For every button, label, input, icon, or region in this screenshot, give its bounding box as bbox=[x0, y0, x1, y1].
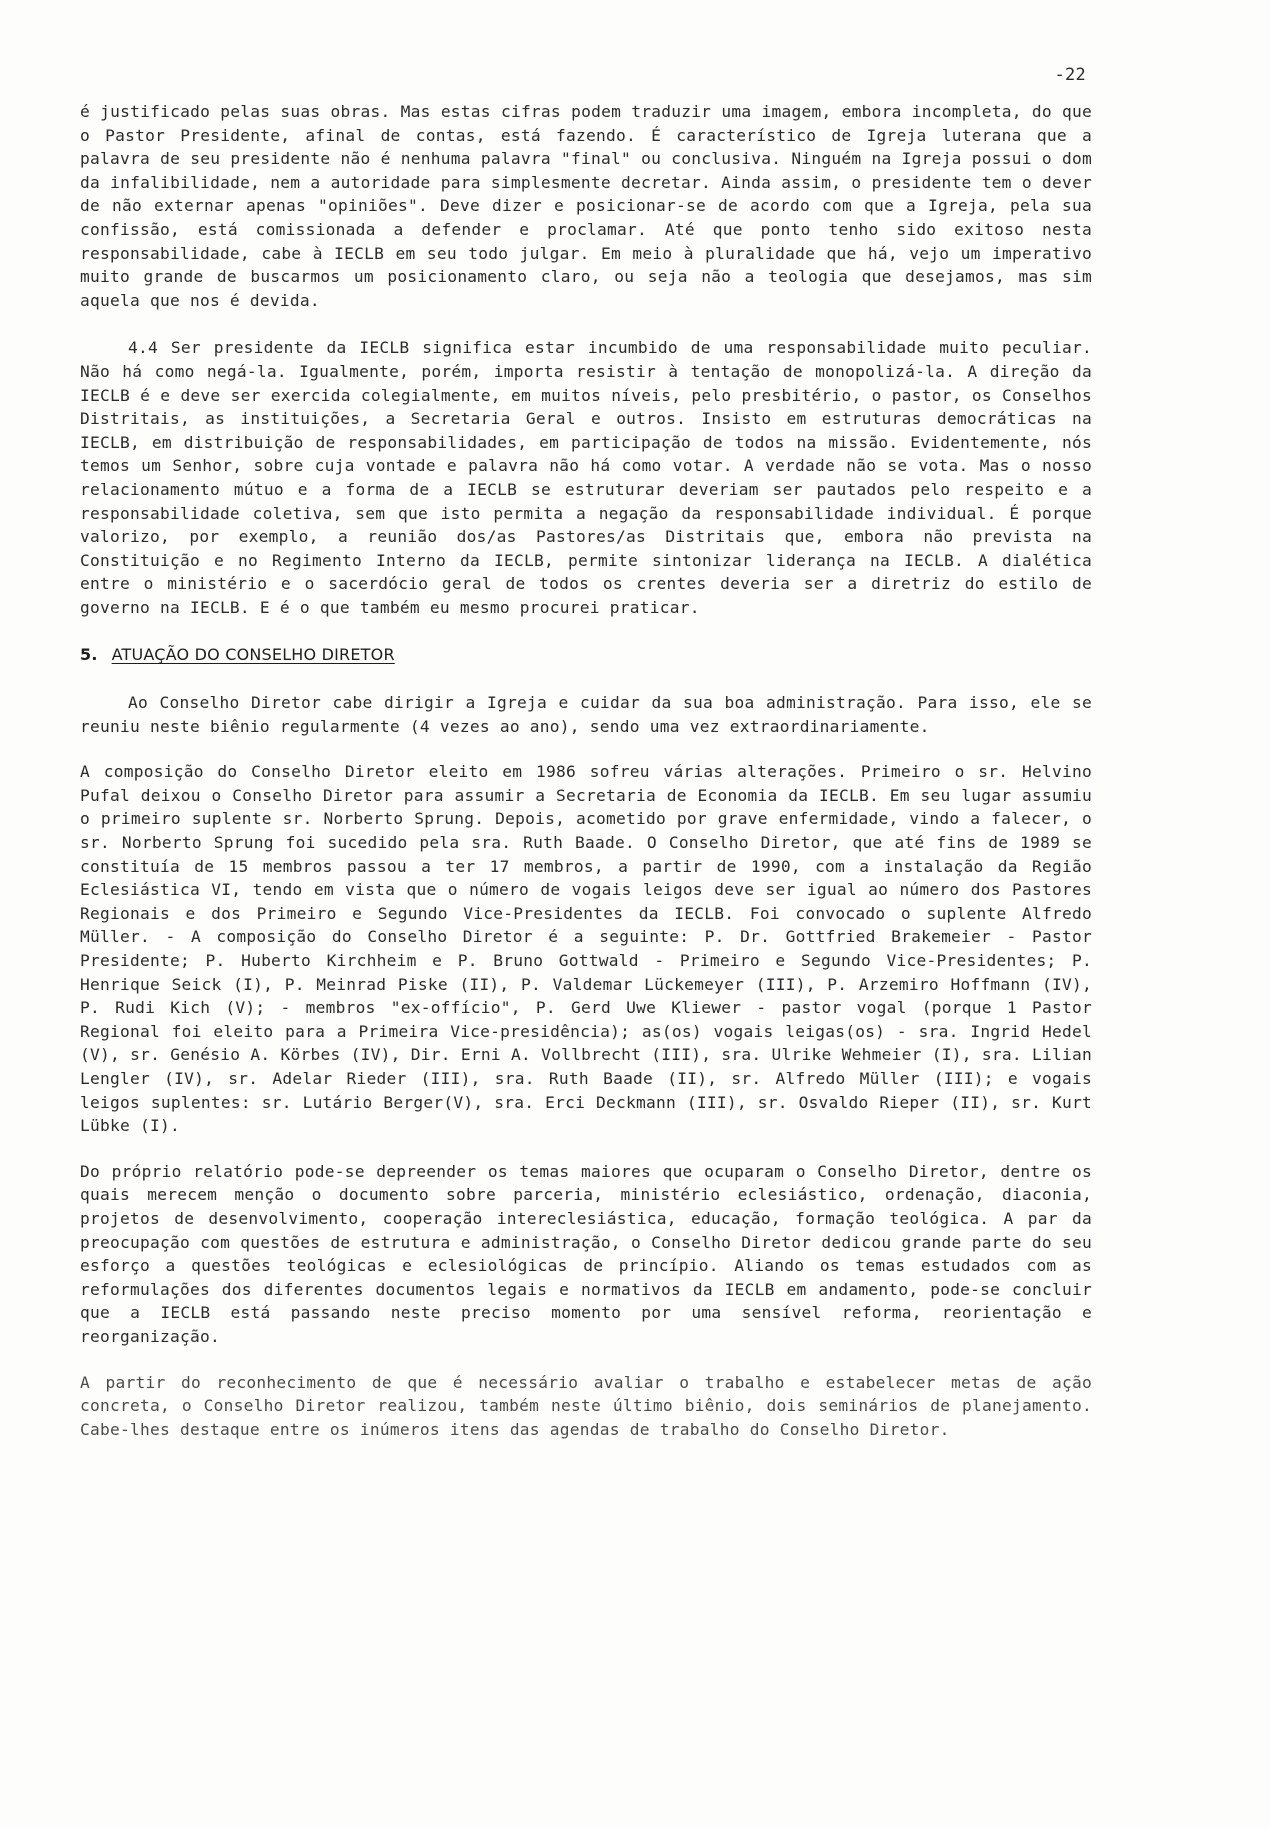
paragraph-4-4: 4.4 Ser presidente da IECLB significa estar incumbido de uma responsabilidade muito peculiar. Não há como negá-la. Igualmente, porém, importa resistir à tentação de monopolizá-la. A direção da IECLB é e deve ser exercida colegialmente, em muitos níveis, pelo presbitério, o pastor, os Conselhos Distritais, as instituições, a Secretaria Geral e outros. Insisto em estruturas democráticas na IECLB, em distribuição de responsabilidades, em participação de todos na missão. Evidentemente, nós temos um Senhor, sobre cuja vontade e palavra não há como votar. A verdade não se vota. Mas o nosso relacionamento mútuo e a forma de a IECLB se estruturar deveriam ser pautados pelo respeito e a responsabilidade coletiva, sem que isto permita a negação da responsabilidade individual. É porque valorizo, por exemplo, a reunião dos/as Pastores/as Distritais que, embora não prevista na Constituição e no Regimento Interno da IECLB, permite sintonizar liderança na IECLB. A dialética entre o ministério e o sacerdócio geral de todos os crentes deveria ser a diretriz do estilo de governo na IECLB. E é o que também eu mesmo procurei praticar. bbox=[80, 338, 1092, 617]
section-number: 5. bbox=[80, 645, 98, 665]
paragraph-conselho-role: Ao Conselho Diretor cabe dirigir a Igreja e cuidar da sua boa administração. Para isso, ele se reuniu neste biênio regularmente (4 vezes ao ano), sendo uma vez extraordinariamente. bbox=[80, 693, 1092, 736]
page-content bbox=[80, 100, 1092, 1441]
paragraph-composition: A composição do Conselho Diretor eleito em 1986 sofreu várias alterações. Primeiro o sr. Helvino Pufal deixou o Conselho Diretor para assumir a Secretaria de Economia da IECLB. Em seu lugar assumiu o primeiro suplente sr. Norberto Sprung. Depois, acometido por grave enfermidade, vindo a falecer, o sr. Norberto Sprung foi sucedido pela sra. Ruth Baade. O Conselho Diretor, que até fins de 1989 se constituía de 15 membros passou a ter 17 membros, a partir de 1990, com a instalação da Região Eclesiástica VI, tendo em vista que o número de vogais leigos deve ser igual ao número dos Pastores Regionais e dos Primeiro e Segundo Vice-Presidentes da IECLB. Foi convocado o suplente Alfredo Müller. - A composição do Conselho Diretor é a seguinte: P. Dr. Gottfried Brakemeier - Pastor Presidente; P. Huberto Kirchheim e P. Bruno Gottwald - Primeiro e Segundo Vice-Presidentes; P. Henrique Seick (I), P. Meinrad Piske (II), P. Valdemar Lückemeyer (III), P. Arzemiro Hoffmann (IV), P. Rudi Kich (V); - membros "ex-offício", P. Gerd Uwe Kliewer - pastor vogal (porque 1 Pastor Regional foi eleito para a Primeira Vice-presidência); as(os) vogais leigas(os) - sra. Ingrid Hedel (V), sr. Genésio A. Körbes (IV), Dir. Erni A. Vollbrecht (III), sra. Ulrike Wehmeier (I), sra. Lilian Lengler (IV), sr. Adelar Rieder (III), sra. Ruth Baade (II), sr. Alfredo Müller (III); e vogais leigos suplentes: sr. Lutário Berger(V), sra. Erci Deckmann (III), sr. Osvaldo Rieper (II), sr. Kurt Lübke (I). bbox=[80, 762, 1092, 1136]
paragraph-themes: Do próprio relatório pode-se depreender os temas maiores que ocuparam o Conselho Diretor, dentre os quais merecem menção o documento sobre parceria, ministério eclesiástico, ordenação, diaconia, projetos de desenvolvimento, cooperação intereclesiástica, educação, formação teológica. A par da preocupação com questões de estrutura e administração, o Conselho Diretor dedicou grande parte do seu esforço a questões teológicas e eclesiológicas de princípio. Aliando os temas estudados com as reformulações dos diferentes documentos legais e normativos da IECLB em andamento, pode-se concluir que a IECLB está passando neste preciso momento por uma sensível reforma, reorientação e reorganização. bbox=[80, 1161, 1092, 1346]
page-number: -22 bbox=[1054, 65, 1086, 85]
section-title: ATUAÇÃO DO CONSELHO DIRETOR bbox=[111, 645, 395, 665]
section-heading bbox=[80, 643, 1092, 667]
paragraph-planning: A partir do reconhecimento de que é necessário avaliar o trabalho e estabelecer metas de ação concreta, o Conselho Diretor realizou, também neste último biênio, dois seminários de planejamento. Cabe-lhes destaque entre os inúmeros itens das agendas de trabalho do Conselho Diretor. bbox=[80, 1372, 1092, 1439]
paragraph-president-word: é justificado pelas suas obras. Mas estas cifras podem traduzir uma imagem, embora incompleta, do que o Pastor Presidente, afinal de contas, está fazendo. É característico de Igreja luterana que a palavra de seu presidente não é nenhuma palavra "final" ou conclusiva. Ninguém na Igreja possui o dom da infalibilidade, nem a autoridade para simplesmente decretar. Ainda assim, o presidente tem o dever de não externar apenas "opiniões". Deve dizer e posicionar-se de acordo com que a Igreja, pela sua confissão, está comissionada a defender e proclamar. Até que ponto tenho sido exitoso nesta responsabilidade, cabe à IECLB em seu todo julgar. Em meio à pluralidade que há, vejo um imperativo muito grande de buscarmos um posicionamento claro, ou seja não a teologia que desejamos, mas sim aquela que nos é devida. bbox=[80, 102, 1092, 310]
